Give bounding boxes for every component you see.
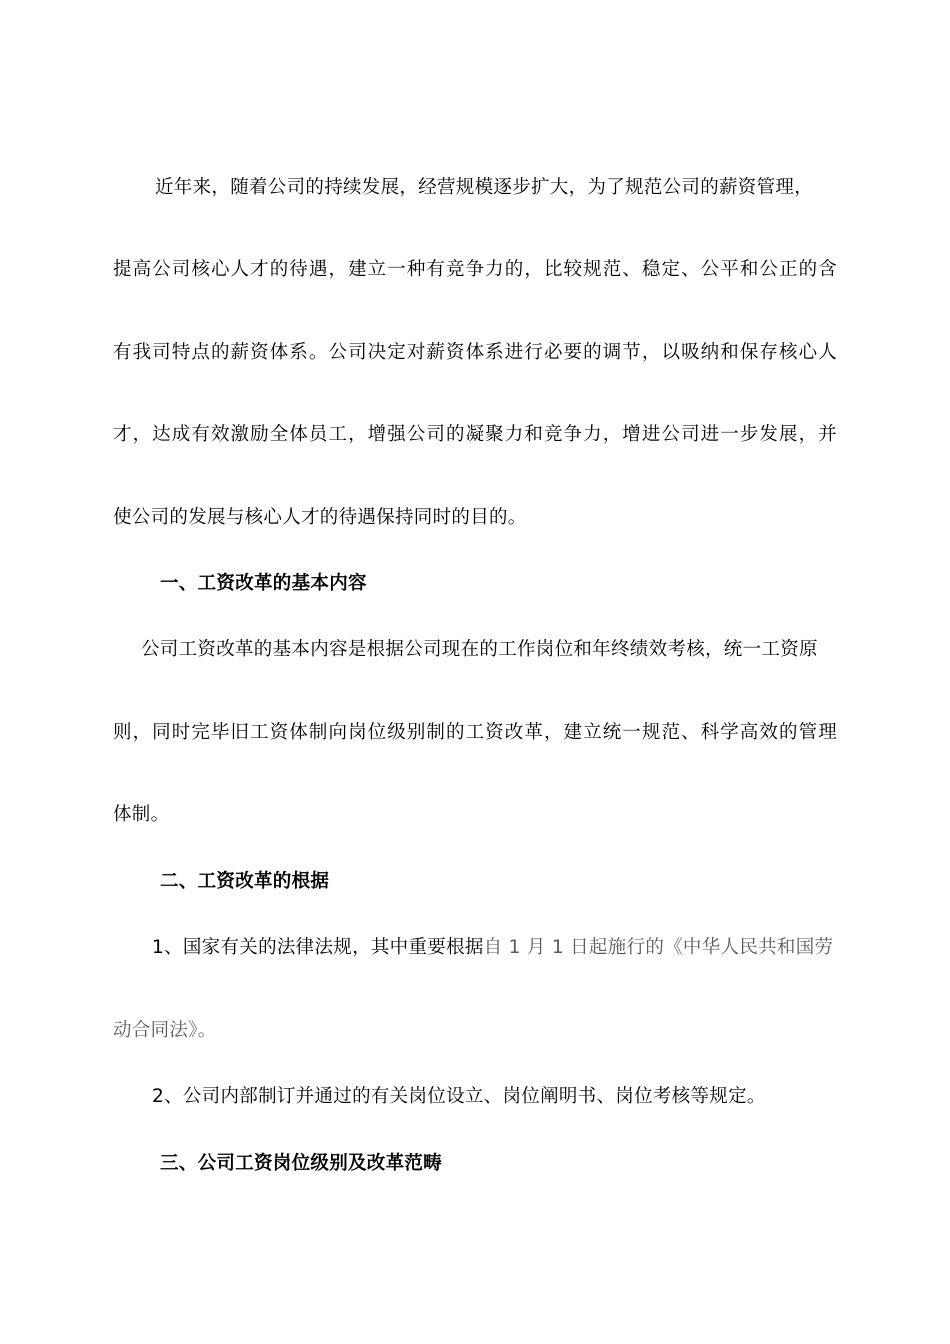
section-2-item-1-continuation: 动合同法》。 — [113, 1020, 217, 1041]
intro-line-5: 使公司的发展与核心人才的待遇保持同时的目的。 — [113, 507, 527, 528]
section-3-heading: 三、公司工资岗位级别及改革范畴 — [160, 1153, 443, 1174]
section-1-line-1: 公司工资改革的基本内容是根据公司现在的工作岗位和年终绩效考核，统一工资原 — [141, 639, 818, 660]
intro-line-2: 提高公司核心人才的待遇，建立一种有竞争力的，比较规范、稳定、公平和公正的含 — [113, 259, 837, 280]
intro-line-3: 有我司特点的薪资体系。公司决定对薪资体系进行必要的调节，以吸纳和保存核心人 — [113, 342, 837, 363]
section-1-heading: 一、工资改革的基本内容 — [160, 573, 367, 594]
section-2-item-2: 2、公司内部制订并通过的有关岗位设立、岗位阐明书、岗位考核等规定。 — [152, 1086, 766, 1107]
section-2-item-1 — [152, 936, 842, 960]
section-2-item-1-black: 1、国家有关的法律法规，其中重要根据 — [152, 937, 484, 958]
section-2-item-1-gray: 自 1 月 1 日起施行的《中华人民共和国劳 — [483, 937, 834, 958]
section-2-heading: 二、工资改革的根据 — [160, 871, 330, 892]
intro-line-1: 近年来，随着公司的持续发展，经营规模逐步扩大，为了规范公司的薪资管理， — [155, 177, 814, 198]
intro-line-4: 才，达成有效激励全体员工，增强公司的凝聚力和竞争力，增进公司进一步发展，并 — [113, 424, 837, 445]
section-1-line-2: 则，同时完毕旧工资体制向岗位级别制的工资改革，建立统一规范、科学高效的管理 — [113, 722, 837, 743]
section-1-line-3: 体制。 — [113, 804, 170, 825]
